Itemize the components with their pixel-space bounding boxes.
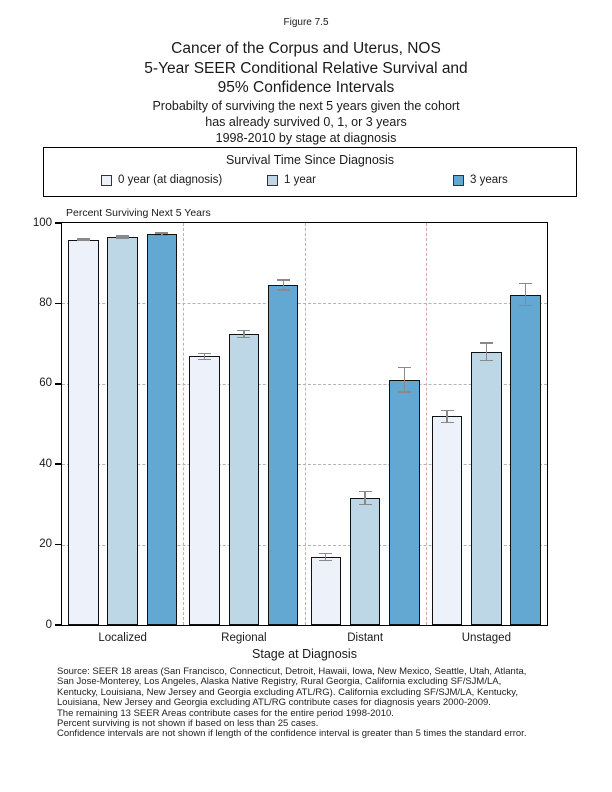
y-tick-label: 60 — [39, 377, 52, 390]
y-axis-title: Percent Surviving Next 5 Years — [66, 207, 211, 219]
footnote-line: Percent surviving is not shown if based on less than 25 cases. — [57, 718, 319, 730]
legend-item-label: 0 year (at diagnosis) — [118, 174, 223, 186]
subtitle-line: has already survived 0, 1, or 3 years — [205, 115, 407, 130]
y-tick-label: 0 — [45, 618, 52, 631]
x-axis-title: Stage at Diagnosis — [252, 647, 357, 661]
footnote-line: The remaining 13 SEER Areas contribute cases for the entire period 1998-2010. — [57, 707, 394, 719]
title-line: Cancer of the Corpus and Uterus, NOS — [171, 40, 441, 57]
title-line: 95% Confidence Intervals — [217, 79, 395, 96]
figure-number: Figure 7.5 — [283, 17, 329, 28]
x-category-label: Unstaged — [461, 632, 511, 644]
x-category-label: Localized — [98, 632, 147, 644]
footnotes — [57, 667, 597, 740]
x-category-label: Regional — [221, 632, 267, 644]
footnote-line: Source: SEER 18 areas (San Francisco, Connecticut, Detroit, Hawaii, Iowa, New Mexico, Seattle, Utah, Atlanta, — [57, 666, 527, 677]
y-tick-label: 20 — [39, 538, 52, 551]
legend-item-label: 3 years — [470, 174, 508, 186]
plot-area-border — [61, 222, 548, 626]
footnote-line: Confidence intervals are not shown if length of the confidence interval is greater than 5 times the standard error. — [57, 728, 527, 740]
y-tick-label: 40 — [39, 457, 52, 470]
y-tick-label: 100 — [32, 216, 52, 229]
x-category-label: Distant — [347, 632, 384, 644]
legend-item-label: 1 year — [284, 174, 316, 186]
footnote-line: San Jose-Monterey, Los Angeles, Alaska Native Registry, Rural Georgia, California excluding SF/SJM/LA, — [57, 676, 502, 688]
y-tick-label: 80 — [39, 296, 52, 309]
subtitle-line: 1998-2010 by stage at diagnosis — [215, 131, 397, 146]
legend-title: Survival Time Since Diagnosis — [225, 153, 395, 167]
footnote-line: Louisiana, New Jersey and Georgia excluding ATL/RG contribute cases for diagnosis years 2000-2009. — [57, 697, 491, 709]
title-line: 5-Year SEER Conditional Relative Survival and — [144, 59, 468, 77]
subtitle-line: Probabilty of surviving the next 5 years given the cohort — [152, 99, 460, 113]
footnote-line: Kentucky, Louisiana, New Jersey and Georgia excluding ATL/RG). California excluding SF/SJM/LA, Kentucky, — [57, 686, 518, 698]
